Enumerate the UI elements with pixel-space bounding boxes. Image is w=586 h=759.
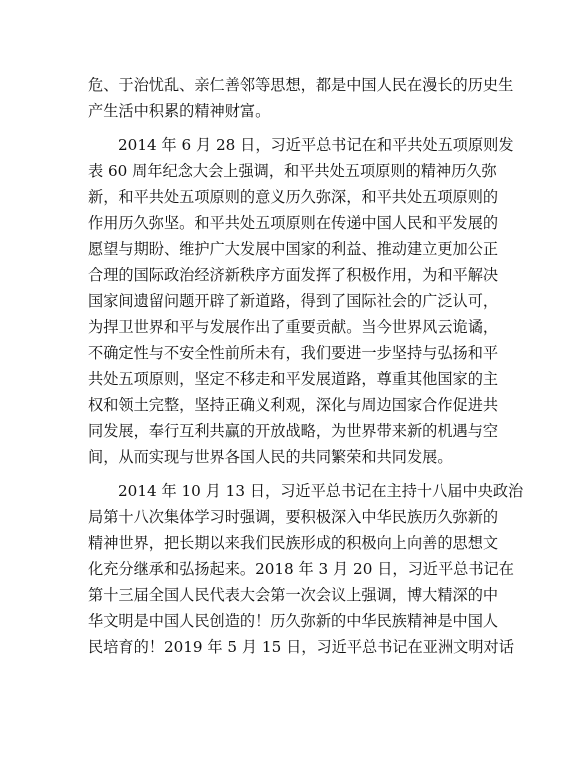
text-line: 共处五项原则，坚定不移走和平发展道路，尊重其他国家的主 bbox=[88, 370, 499, 388]
text-line: 危、于治忧乱、亲仁善邻等思想，都是中国人民在漫长的历史生 bbox=[88, 76, 514, 94]
text-line: 化充分继承和弘扬起来。2018 年 3 月 20 日，习近平总书记在 bbox=[88, 560, 514, 578]
text-line: 民培育的！2019 年 5 月 15 日，习近平总书记在亚洲文明对话 bbox=[88, 638, 514, 656]
paragraph-first-line: 2014 年 10 月 13 日，习近平总书记在主持十八届中央政治 bbox=[118, 482, 524, 500]
text-line: 愿望与期盼、维护广大发展中国家的利益、推动建立更加公正 bbox=[88, 240, 499, 258]
text-line: 局第十八次集体学习时强调，要积极深入中华民族历久弥新的 bbox=[88, 508, 499, 526]
text-line: 不确定性与不安全性前所未有，我们要进一步坚持与弘扬和平 bbox=[88, 344, 499, 362]
text-line: 间，从而实现与世界各国人民的共同繁荣和共同发展。 bbox=[88, 448, 453, 466]
text-line: 同发展，奉行互利共赢的开放战略，为世界带来新的机遇与空 bbox=[88, 422, 499, 440]
text-line: 表 60 周年纪念大会上强调，和平共处五项原则的精神历久弥 bbox=[88, 162, 497, 180]
text-line: 精神世界，把长期以来我们民族形成的积极向上向善的思想文 bbox=[88, 534, 499, 552]
text-line: 产生活中积累的精神财富。 bbox=[88, 102, 271, 120]
text-line: 合理的国际政治经济新秩序方面发挥了积极作用，为和平解决 bbox=[88, 266, 499, 284]
text-line: 国家间遗留问题开辟了新道路，得到了国际社会的广泛认可， bbox=[88, 292, 499, 310]
text-line: 华文明是中国人民创造的！历久弥新的中华民族精神是中国人 bbox=[88, 612, 499, 630]
text-line: 权和领土完整，坚持正确义利观，深化与周边国家合作促进共 bbox=[88, 396, 499, 414]
text-line: 作用历久弥坚。和平共处五项原则在传递中国人民和平发展的 bbox=[88, 214, 499, 232]
text-line: 为捍卫世界和平与发展作出了重要贡献。当今世界风云诡谲， bbox=[88, 318, 499, 336]
paragraph-first-line: 2014 年 6 月 28 日，习近平总书记在和平共处五项原则发 bbox=[118, 136, 514, 154]
text-line: 新，和平共处五项原则的意义历久弥深，和平共处五项原则的 bbox=[88, 188, 499, 206]
text-line: 第十三届全国人民代表大会第一次会议上强调，博大精深的中 bbox=[88, 586, 499, 604]
